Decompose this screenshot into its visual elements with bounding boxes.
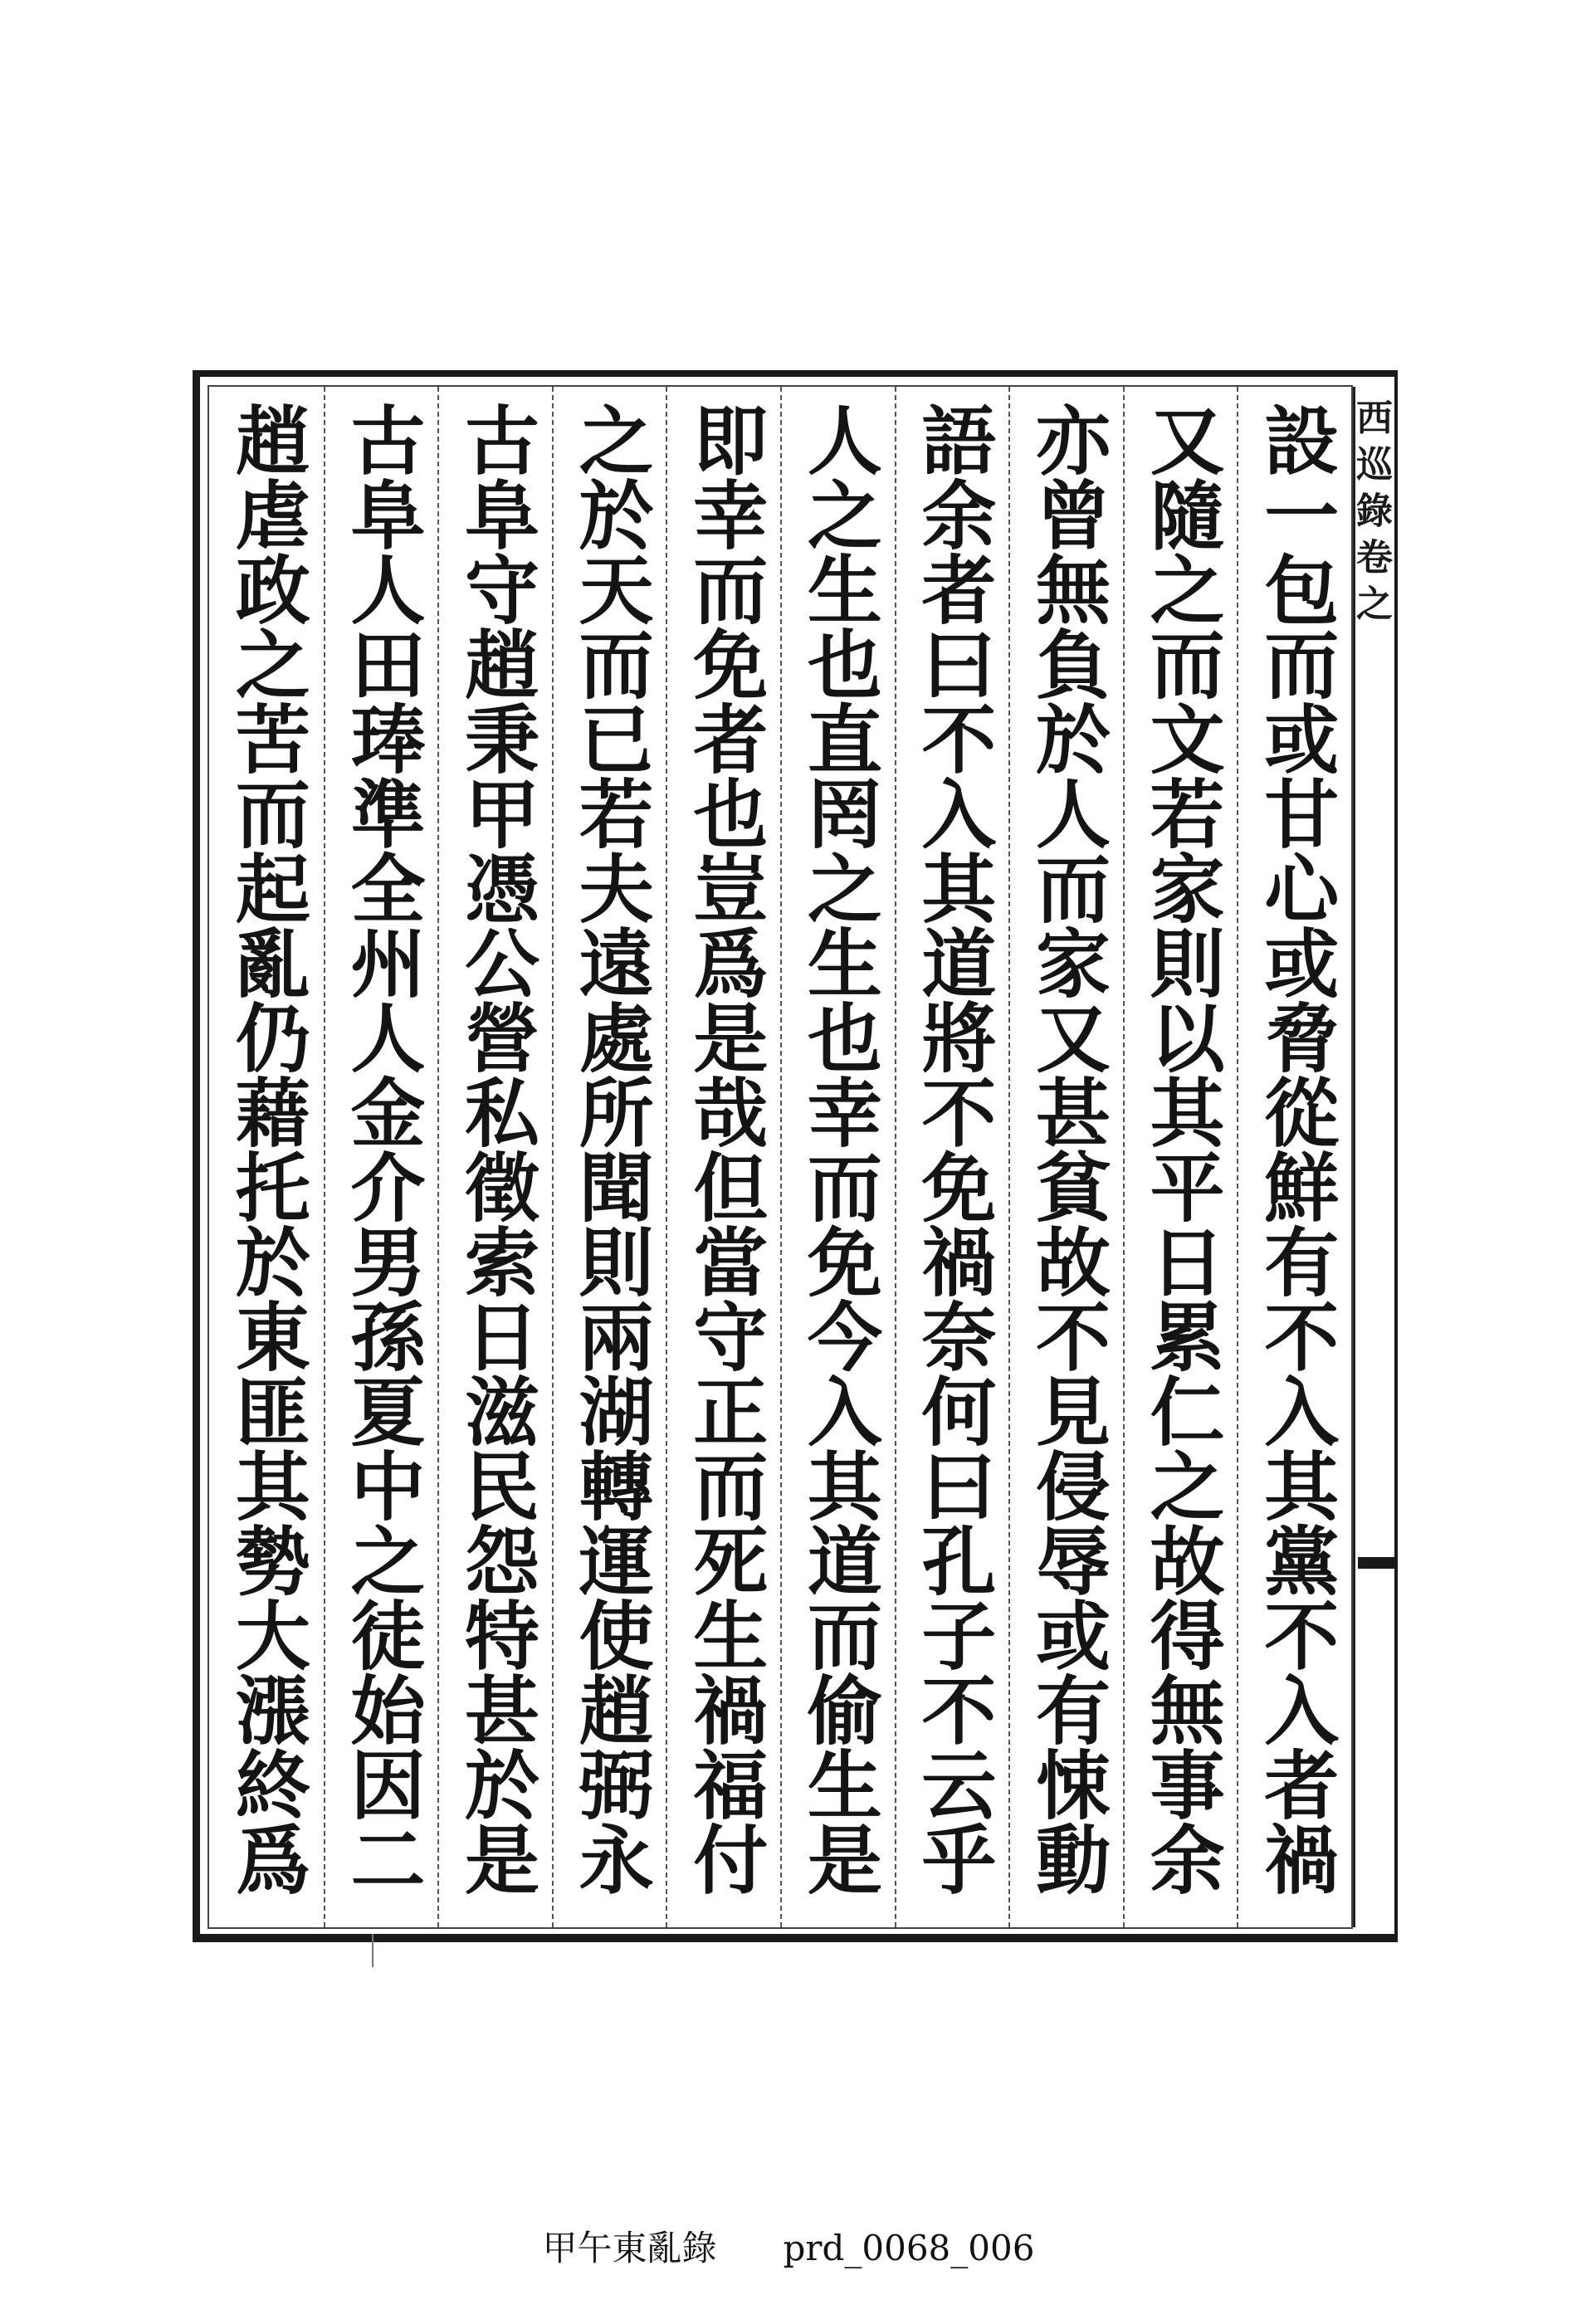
text-columns bbox=[209, 387, 1351, 1927]
column-text: 人之生也直罔之生也幸而免今入其道而偷生是 bbox=[793, 402, 882, 1896]
column-text: 亦曾無負於人而家又甚貧故不見侵辱或有悚動 bbox=[1023, 402, 1111, 1896]
caption-id: prd_0068_006 bbox=[783, 2228, 1035, 2268]
column-text: 趙虐政之苦而起亂仍藉托於東匪其勢大漲終爲 bbox=[222, 402, 310, 1896]
page-caption bbox=[0, 2221, 1577, 2271]
text-column bbox=[1237, 387, 1351, 1927]
text-column bbox=[324, 387, 438, 1927]
column-text: 古阜守趙秉甲憑公營私徵索日滋民怨特甚於是 bbox=[452, 402, 540, 1896]
column-text: 設一包而或甘心或脅從鮮有不入其黨不入者禍 bbox=[1251, 402, 1340, 1896]
column-text: 語余者曰不入其道將不免禍奈何曰孔子不云乎 bbox=[908, 402, 997, 1896]
margin-mark bbox=[1358, 1557, 1394, 1569]
margin-title: 西巡錄卷之 bbox=[1350, 398, 1392, 631]
text-column bbox=[666, 387, 780, 1927]
text-column bbox=[1008, 387, 1123, 1927]
text-column bbox=[780, 387, 895, 1927]
text-column bbox=[1123, 387, 1238, 1927]
fold-line bbox=[372, 1934, 374, 1967]
column-text: 即幸而免者也豈爲是哉但當守正而死生禍福付 bbox=[680, 402, 769, 1896]
text-column bbox=[437, 387, 552, 1927]
text-column bbox=[552, 387, 666, 1927]
column-text: 古阜人田琫準全州人金介男孫夏中之徒始因二 bbox=[337, 402, 426, 1896]
column-text: 之於天而已若夫遠處所聞則兩湖轉運使趙弼永 bbox=[565, 402, 654, 1896]
caption-title: 甲午東亂錄 bbox=[542, 2228, 717, 2268]
text-column bbox=[209, 387, 324, 1927]
column-text: 又隨之而文若家則以其平日累仁之故得無事余 bbox=[1136, 402, 1225, 1896]
text-column bbox=[895, 387, 1009, 1927]
